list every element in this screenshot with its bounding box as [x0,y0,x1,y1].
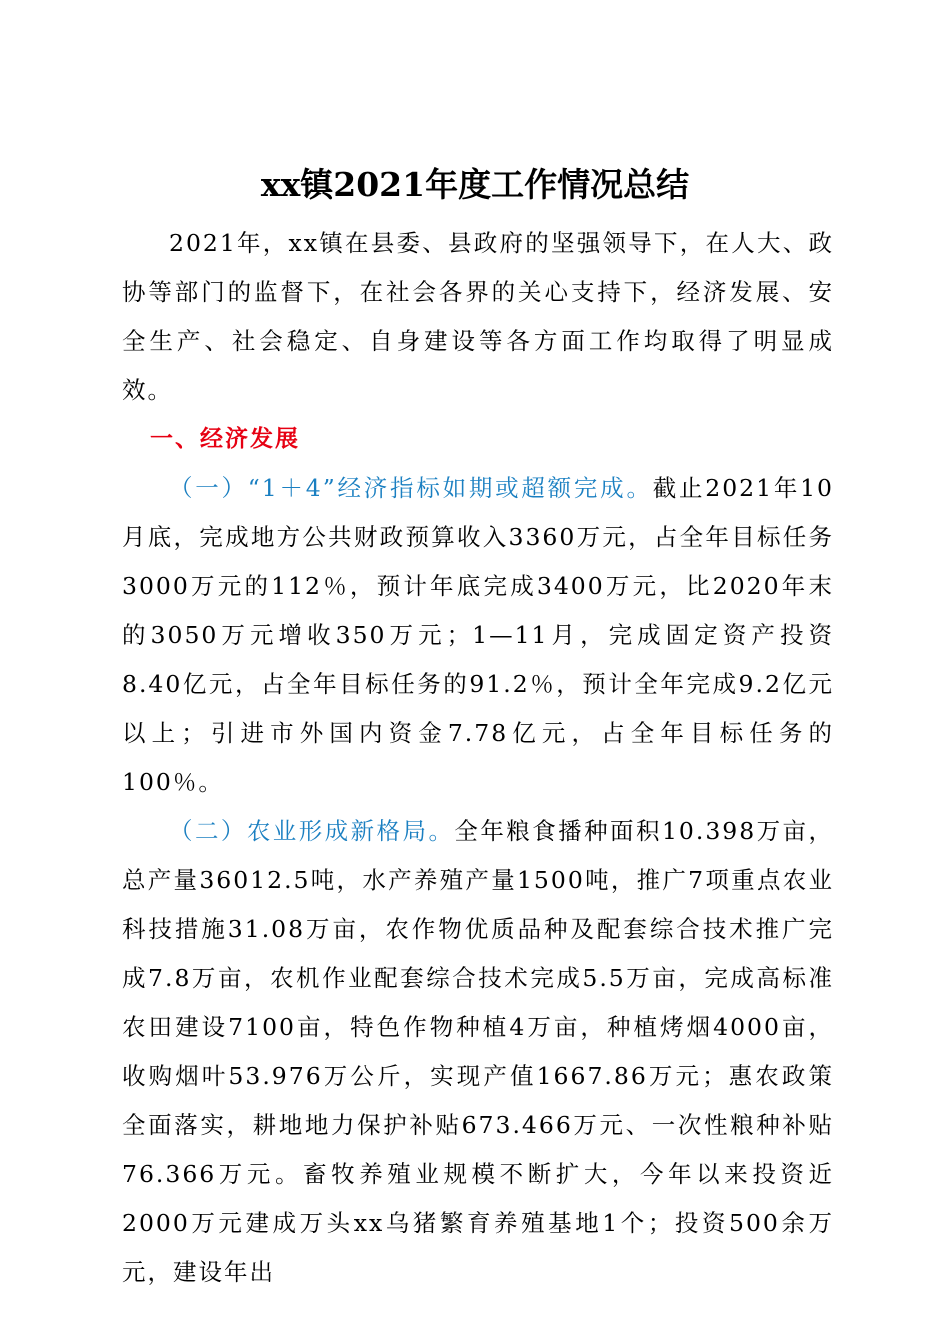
intro-paragraph: 2021年，xx镇在县委、县政府的坚强领导下，在人大、政协等部门的监督下，在社会各界的关心支持下，经济发展、安全生产、社会稳定、自身建设等各方面工作均取得了明显成效。 [122,229,834,404]
paragraph-economic-indicators [122,464,834,807]
subheading-agriculture: （二）农业形成新格局。 [169,817,455,845]
paragraph-agriculture [122,807,834,1297]
document-title: xx镇2021年度工作情况总结 [260,165,690,204]
subheading-economic-indicators: （一）“1＋4”经济指标如期或超额完成。 [169,474,653,502]
section-heading-economy: 一、经济发展 [150,426,300,452]
document-body [122,219,834,1297]
paragraph-text-agriculture: 全年粮食播种面积10.398万亩，总产量36012.5吨，水产养殖产量1500吨，推广7项重点农业科技措施31.08万亩，农作物优质品种及配套综合技术推广完成7.8万亩，农机作业配套综合技术完成5.5万亩，完成高标准农田建设7100亩，特色作物种植4万亩，种植烤烟4000亩，收购烟叶53.976万公斤，实现产值1667.86万元；惠农政策全面落实，耕地地力保护补贴673.466万元、一次性粮种补贴76.366万元。畜牧养殖业规模不断扩大，今年以来投资近2000万元建成万头xx乌猪繁育养殖基地1个；投资500余万元，建设年出 [122,817,835,1286]
paragraph-text-economic-indicators: 截止2021年10月底，完成地方公共财政预算收入3360万元，占全年目标任务3000万元的112％，预计年底完成3400万元，比2020年末的3050万元增收350万元；1—11月，完成固定资产投资8.40亿元，占全年目标任务的91.2％，预计全年完成9.2亿元以上；引进市外国内资金7.78亿元，占全年目标任务的100％。 [122,474,834,796]
